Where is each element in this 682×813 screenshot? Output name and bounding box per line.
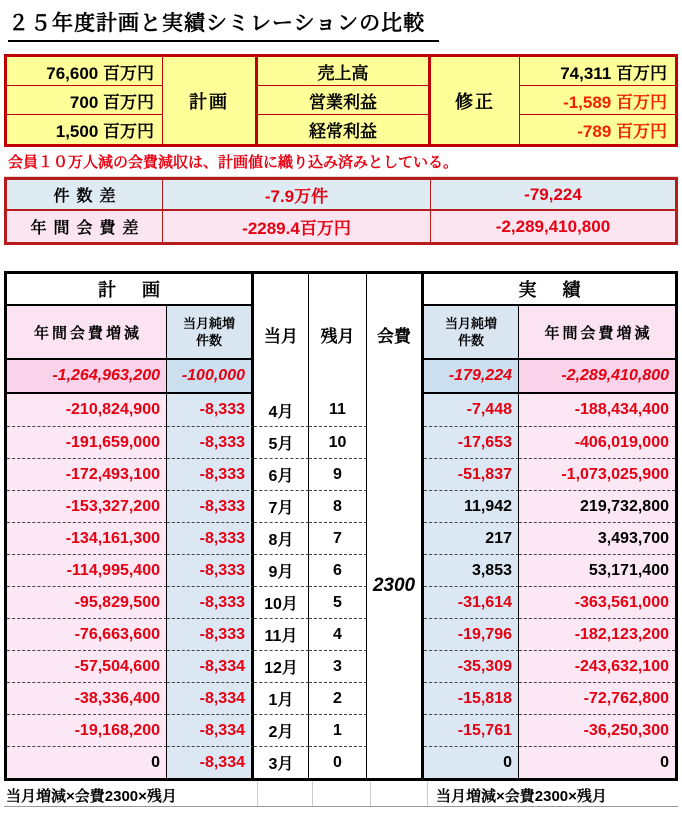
divider xyxy=(257,781,258,806)
summary-plan-monthly: -100,000 xyxy=(167,360,254,394)
plan-monthly-cell: -8,333 xyxy=(167,618,254,650)
actual-annual-cell: -188,434,400 xyxy=(519,394,675,426)
plan-monthly-cell: -8,333 xyxy=(167,586,254,618)
sheet xyxy=(4,0,678,807)
plan-monthly-cell: -8,333 xyxy=(167,394,254,426)
plan-sales-value: 76,600 百万円 xyxy=(7,57,163,86)
month-cell: 9月 xyxy=(254,554,309,586)
fee-value-cell: 2300 xyxy=(367,394,424,778)
assumption-note: 会員１０万人減の会費減収は、計画値に織り込み済みとしている。 xyxy=(4,147,678,177)
formula-actual: 当月増減×会費2300×残月 xyxy=(436,788,607,805)
actual-annual-cell: -243,632,100 xyxy=(519,650,675,682)
summary-actual-monthly: -179,224 xyxy=(424,360,519,394)
page-title: ２５年度計画と実績シミレーションの比較 xyxy=(8,7,439,42)
col-header-actual-annual: 年間会費増減 xyxy=(519,306,675,360)
actual-annual-cell: 219,732,800 xyxy=(519,490,675,522)
divider xyxy=(312,781,313,806)
plan-ord-value: 1,500 百万円 xyxy=(7,115,163,144)
actual-annual-cell: 53,171,400 xyxy=(519,554,675,586)
plan-monthly-cell: -8,334 xyxy=(167,714,254,746)
plan-monthly-cell: -8,333 xyxy=(167,426,254,458)
actual-annual-cell: -406,019,000 xyxy=(519,426,675,458)
plan-annual-cell: -172,493,100 xyxy=(7,458,167,490)
divider xyxy=(370,781,371,806)
month-cell: 4月 xyxy=(254,394,309,426)
plan-annual-cell: -114,995,400 xyxy=(7,554,167,586)
revised-op-value: -1,589 百万円 xyxy=(520,86,675,115)
col-header-plan-monthly: 当月純増 件数 xyxy=(167,306,254,360)
actual-block-header: 実績 xyxy=(424,274,675,306)
col-header-actual-monthly: 当月純増 件数 xyxy=(424,306,519,360)
month-cell: 3月 xyxy=(254,746,309,778)
formula-footer xyxy=(4,781,678,807)
remaining-cell: 3 xyxy=(309,650,367,682)
actual-monthly-cell: -35,309 xyxy=(424,650,519,682)
month-cell: 11月 xyxy=(254,618,309,650)
actual-monthly-cell: -17,653 xyxy=(424,426,519,458)
plan-monthly-cell: -8,333 xyxy=(167,490,254,522)
plan-annual-cell: -19,168,200 xyxy=(7,714,167,746)
col-header-plan-annual: 年間会費増減 xyxy=(7,306,167,360)
month-cell: 10月 xyxy=(254,586,309,618)
remaining-cell: 9 xyxy=(309,458,367,490)
month-cell: 6月 xyxy=(254,458,309,490)
remaining-cell: 6 xyxy=(309,554,367,586)
actual-monthly-cell: -7,448 xyxy=(424,394,519,426)
revision-label: 修正 xyxy=(431,57,520,144)
plan-monthly-cell: -8,333 xyxy=(167,554,254,586)
plan-op-value: 700 百万円 xyxy=(7,86,163,115)
actual-annual-cell: 0 xyxy=(519,746,675,778)
count-diff-value: -7.9万件 xyxy=(163,180,431,211)
revised-ord-value: -789 百万円 xyxy=(577,122,667,141)
fee-diff-value: -2289.4百万円 xyxy=(163,211,431,242)
actual-annual-cell: -36,250,300 xyxy=(519,714,675,746)
actual-monthly-cell: 0 xyxy=(424,746,519,778)
fee-diff-label: 年間会費差 xyxy=(7,211,163,242)
metric-sales: 売上高 xyxy=(258,57,431,86)
plan-monthly-cell: -8,333 xyxy=(167,522,254,554)
plan-annual-cell: -57,504,600 xyxy=(7,650,167,682)
revised-sales-value: 74,311 百万円 xyxy=(520,57,675,86)
actual-monthly-cell: 3,853 xyxy=(424,554,519,586)
plan-monthly-cell: -8,334 xyxy=(167,650,254,682)
divider xyxy=(427,781,428,806)
remaining-cell: 2 xyxy=(309,682,367,714)
simulation-table xyxy=(4,271,678,781)
remaining-cell: 11 xyxy=(309,394,367,426)
remaining-cell: 8 xyxy=(309,490,367,522)
difference-table xyxy=(4,177,678,245)
actual-annual-cell: -1,073,025,900 xyxy=(519,458,675,490)
actual-monthly-cell: -19,796 xyxy=(424,618,519,650)
actual-annual-cell: -182,123,200 xyxy=(519,618,675,650)
plan-label: 計画 xyxy=(163,57,258,144)
plan-annual-cell: 0 xyxy=(7,746,167,778)
month-cell: 1月 xyxy=(254,682,309,714)
plan-block-header: 計画 xyxy=(7,274,254,306)
plan-annual-cell: -76,663,600 xyxy=(7,618,167,650)
plan-monthly-cell: -8,333 xyxy=(167,458,254,490)
actual-monthly-cell: -51,837 xyxy=(424,458,519,490)
plan-annual-cell: -38,336,400 xyxy=(7,682,167,714)
month-cell: 5月 xyxy=(254,426,309,458)
summary-plan-annual: -1,264,963,200 xyxy=(7,360,167,394)
actual-monthly-cell: -15,761 xyxy=(424,714,519,746)
actual-annual-cell: -72,762,800 xyxy=(519,682,675,714)
actual-monthly-cell: -15,818 xyxy=(424,682,519,714)
metric-ord: 経常利益 xyxy=(258,115,431,144)
remaining-cell: 5 xyxy=(309,586,367,618)
plan-annual-cell: -95,829,500 xyxy=(7,586,167,618)
month-cell: 12月 xyxy=(254,650,309,682)
plan-monthly-cell: -8,334 xyxy=(167,746,254,778)
month-cell: 7月 xyxy=(254,490,309,522)
plan-monthly-cell: -8,334 xyxy=(167,682,254,714)
actual-monthly-cell: 217 xyxy=(424,522,519,554)
plan-annual-cell: -210,824,900 xyxy=(7,394,167,426)
metric-op: 営業利益 xyxy=(258,86,431,115)
remaining-cell: 7 xyxy=(309,522,367,554)
plan-annual-cell: -191,659,000 xyxy=(7,426,167,458)
actual-annual-cell: -363,561,000 xyxy=(519,586,675,618)
col-header-fee: 会費 xyxy=(367,274,424,394)
col-header-month: 当月 xyxy=(254,274,309,394)
actual-monthly-cell: -31,614 xyxy=(424,586,519,618)
month-cell: 2月 xyxy=(254,714,309,746)
col-header-remaining: 残月 xyxy=(309,274,367,394)
month-cell: 8月 xyxy=(254,522,309,554)
actual-annual-cell: 3,493,700 xyxy=(519,522,675,554)
summary-actual-annual: -2,289,410,800 xyxy=(519,360,675,394)
formula-plan: 当月増減×会費2300×残月 xyxy=(6,788,177,805)
spacer xyxy=(4,245,678,271)
remaining-cell: 4 xyxy=(309,618,367,650)
plan-revision-table xyxy=(4,54,678,147)
actual-monthly-cell: 11,942 xyxy=(424,490,519,522)
plan-annual-cell: -134,161,300 xyxy=(7,522,167,554)
remaining-cell: 0 xyxy=(309,746,367,778)
count-diff-exact: -79,224 xyxy=(431,180,675,211)
count-diff-label: 件数差 xyxy=(7,180,163,211)
remaining-cell: 1 xyxy=(309,714,367,746)
plan-annual-cell: -153,327,200 xyxy=(7,490,167,522)
fee-diff-exact: -2,289,410,800 xyxy=(431,211,675,242)
remaining-cell: 10 xyxy=(309,426,367,458)
